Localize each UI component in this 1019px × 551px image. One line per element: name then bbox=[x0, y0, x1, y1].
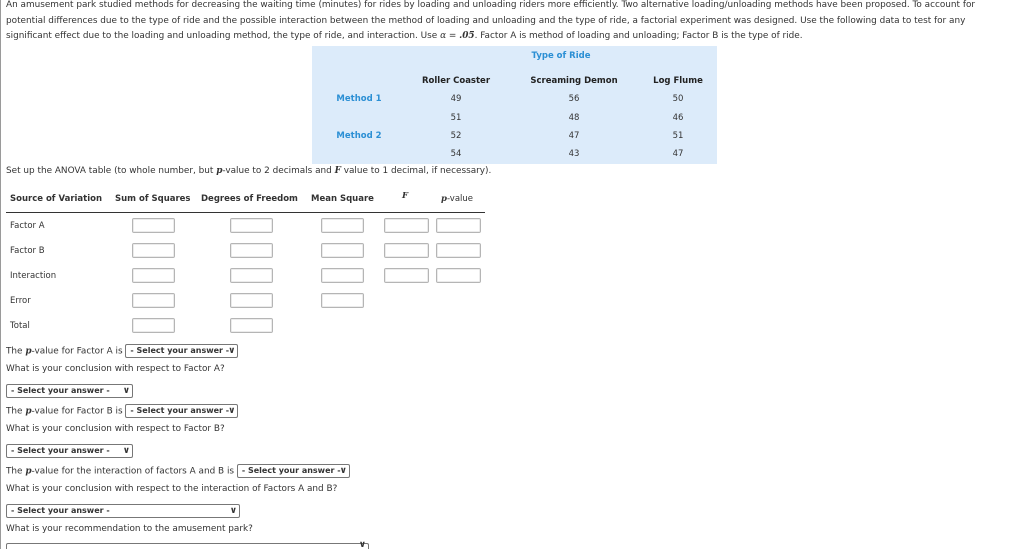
row-label-factor-b: Factor B bbox=[10, 246, 45, 256]
row-label-interaction: Interaction bbox=[10, 271, 57, 281]
data-cell: 50 bbox=[672, 94, 684, 104]
alpha-symbol: α bbox=[440, 31, 447, 41]
factor-b-df-input[interactable] bbox=[230, 243, 273, 258]
error-ms-input[interactable] bbox=[321, 293, 364, 308]
ride-data-table bbox=[312, 46, 717, 164]
data-cell: 52 bbox=[450, 131, 462, 141]
method-2-label: Method 2 bbox=[336, 131, 382, 141]
data-cell: 46 bbox=[672, 113, 684, 123]
data-cell: 47 bbox=[568, 131, 580, 141]
factor-b-f-input[interactable] bbox=[384, 243, 429, 258]
header-sum-of-squares: Sum of Squares bbox=[115, 194, 191, 204]
intro-line-1: An amusement park studied methods for decreasing the waiting time (minutes) for rides by loading and unloading riders more efficiently. Two alternative loading/unloading methods have been proposed. To account for bbox=[6, 0, 976, 10]
pvalue-factor-a-select[interactable]: - Select your answer - ∨ bbox=[125, 344, 238, 358]
chevron-down-icon: ∨ bbox=[122, 386, 130, 396]
conclusion-a-select[interactable]: - Select your answer - ∨ bbox=[6, 384, 133, 398]
chevron-down-icon: ∨ bbox=[358, 540, 366, 550]
data-cell: 49 bbox=[450, 94, 462, 104]
header-p-value: p-value bbox=[441, 194, 474, 204]
chevron-down-icon: ∨ bbox=[228, 346, 236, 356]
factor-a-df-input[interactable] bbox=[230, 218, 273, 233]
factor-a-f-input[interactable] bbox=[384, 218, 429, 233]
question-recommendation: What is your recommendation to the amusement park? bbox=[6, 524, 253, 534]
pvalue-interaction-select[interactable]: - Select your answer - ∨ bbox=[237, 464, 350, 478]
row-label-factor-a: Factor A bbox=[10, 221, 45, 231]
factor-a-ss-input[interactable] bbox=[132, 218, 175, 233]
header-degrees-of-freedom: Degrees of Freedom bbox=[201, 194, 298, 204]
data-cell: 47 bbox=[672, 149, 684, 159]
interaction-ss-input[interactable] bbox=[132, 268, 175, 283]
chevron-down-icon: ∨ bbox=[229, 506, 237, 516]
f-symbol: F bbox=[334, 166, 341, 176]
factor-b-ms-input[interactable] bbox=[321, 243, 364, 258]
p-symbol: p bbox=[216, 166, 223, 176]
header-mean-square: Mean Square bbox=[311, 194, 374, 204]
data-cell: 51 bbox=[450, 113, 462, 123]
total-df-input[interactable] bbox=[230, 318, 273, 333]
interaction-ms-input[interactable] bbox=[321, 268, 364, 283]
column-screaming-demon: Screaming Demon bbox=[530, 76, 618, 86]
row-label-total: Total bbox=[10, 321, 30, 331]
interaction-df-input[interactable] bbox=[230, 268, 273, 283]
left-border bbox=[0, 0, 1, 549]
anova-instructions: Set up the ANOVA table (to whole number, but p-value to 2 decimals and F value to 1 decimal, if necessary). bbox=[6, 166, 492, 176]
problem-statement bbox=[6, 0, 1011, 45]
conclusion-interaction-select[interactable]: - Select your answer - ∨ bbox=[6, 504, 240, 518]
data-cell: 54 bbox=[450, 149, 462, 159]
question-conclusion-b: What is your conclusion with respect to Factor B? bbox=[6, 424, 225, 434]
data-cell: 43 bbox=[568, 149, 580, 159]
row-label-error: Error bbox=[10, 296, 31, 306]
data-cell: 56 bbox=[568, 94, 580, 104]
data-cell: 51 bbox=[672, 131, 684, 141]
intro-line-2: potential differences due to the type of ride and the possible interaction between the method of loading and unloading and the type of ride, a factorial experiment was designed. Use the following data to test for any bbox=[6, 15, 966, 26]
pvalue-factor-b-select[interactable]: - Select your answer - ∨ bbox=[125, 404, 238, 418]
type-of-ride-header: Type of Ride bbox=[531, 51, 591, 61]
total-ss-input[interactable] bbox=[132, 318, 175, 333]
factor-b-pvalue-input[interactable] bbox=[436, 243, 481, 258]
chevron-down-icon: ∨ bbox=[339, 466, 347, 476]
recommendation-select[interactable] bbox=[6, 540, 369, 550]
data-cell: 48 bbox=[568, 113, 580, 123]
question-pvalue-factor-b: The p-value for Factor B is - Select your answer - ∨ bbox=[6, 404, 238, 418]
question-conclusion-interaction: What is your conclusion with respect to the interaction of Factors A and B? bbox=[6, 484, 338, 494]
factor-b-ss-input[interactable] bbox=[132, 243, 175, 258]
anova-header-rule bbox=[6, 212, 485, 213]
header-source-of-variation: Source of Variation bbox=[10, 194, 103, 204]
header-f: F bbox=[402, 191, 409, 201]
interaction-f-input[interactable] bbox=[384, 268, 429, 283]
error-ss-input[interactable] bbox=[132, 293, 175, 308]
chevron-down-icon: ∨ bbox=[122, 446, 130, 456]
question-pvalue-factor-a: The p-value for Factor A is - Select your answer - ∨ bbox=[6, 344, 238, 358]
factor-a-pvalue-input[interactable] bbox=[436, 218, 481, 233]
question-conclusion-a: What is your conclusion with respect to Factor A? bbox=[6, 364, 225, 374]
interaction-pvalue-input[interactable] bbox=[436, 268, 481, 283]
conclusion-b-select[interactable]: - Select your answer - ∨ bbox=[6, 444, 133, 458]
intro-line-3: significant effect due to the loading and unloading method, the type of ride, and interaction. Use α = .05. Factor A is method of loading and unloading; Factor B is the type of ride. bbox=[6, 31, 803, 41]
chevron-down-icon: ∨ bbox=[228, 406, 236, 416]
question-pvalue-interaction: The p-value for the interaction of factors A and B is - Select your answer - ∨ bbox=[6, 464, 350, 478]
error-df-input[interactable] bbox=[230, 293, 273, 308]
alpha-value: .05 bbox=[459, 31, 475, 41]
factor-a-ms-input[interactable] bbox=[321, 218, 364, 233]
method-1-label: Method 1 bbox=[336, 94, 382, 104]
column-roller-coaster: Roller Coaster bbox=[421, 76, 491, 86]
column-log-flume: Log Flume bbox=[653, 76, 703, 86]
